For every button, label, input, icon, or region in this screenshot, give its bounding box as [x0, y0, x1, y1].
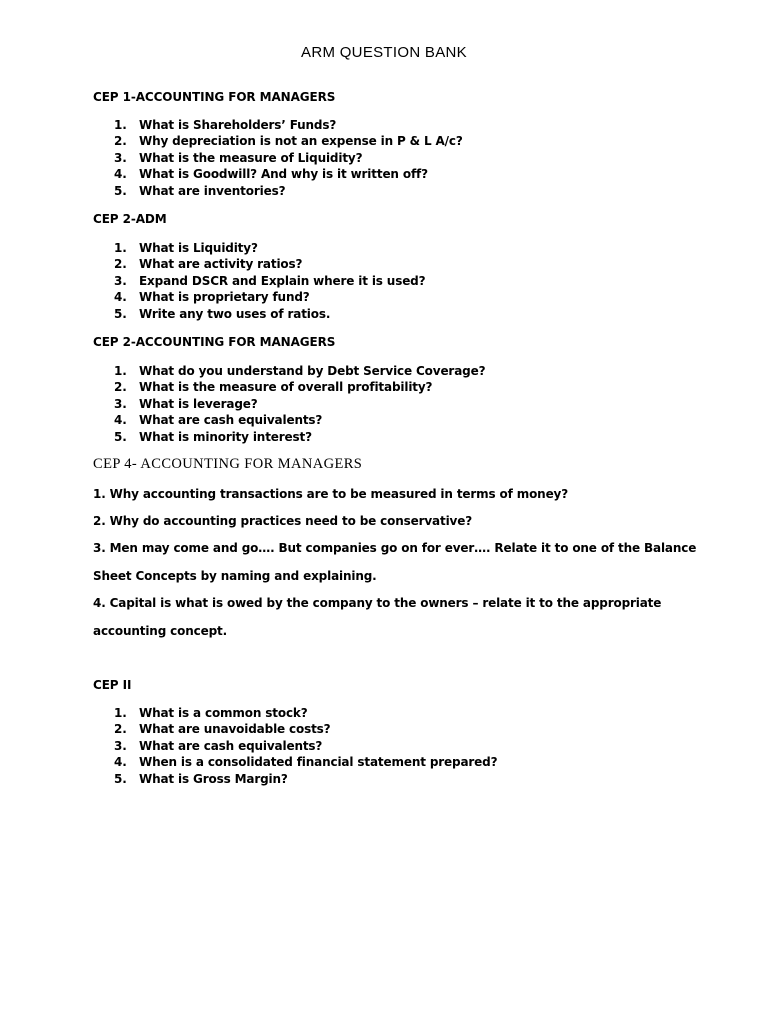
question-paragraph: Sheet Concepts by naming and explaining. — [93, 569, 377, 583]
question-text: What do you understand by Debt Service Coverage? — [139, 364, 486, 378]
question-number: 3. — [114, 738, 127, 753]
question-paragraph: accounting concept. — [93, 624, 228, 638]
question-number: 5. — [114, 771, 127, 786]
question-text: Write any two uses of ratios. — [139, 306, 331, 321]
question-text: Expand DSCR and Explain where it is used? — [139, 273, 426, 288]
section-heading-cep2-adm: CEP 2-ADM — [93, 212, 167, 226]
question-number: 3. — [114, 396, 127, 411]
question-number: 4. — [114, 755, 127, 770]
question-text: What is Goodwill? And why is it written off? — [139, 167, 428, 182]
question-text: What is a common stock? — [139, 706, 308, 720]
question-text: When is a consolidated financial statement prepared? — [139, 755, 498, 770]
question-text: What are cash equivalents? — [139, 738, 323, 753]
question-number: 4. — [114, 167, 127, 182]
question-text: What is proprietary fund? — [139, 290, 310, 305]
question-text: What is Gross Margin? — [139, 771, 288, 786]
question-text: What is Shareholders’ Funds? — [139, 118, 337, 132]
question-number: 1. — [114, 706, 127, 720]
question-number: 4. — [114, 290, 127, 305]
question-paragraph: 4. Capital is what is owed by the company to the owners – relate it to the appropriate — [93, 596, 662, 610]
section-heading-cep4: CEP 4- ACCOUNTING FOR MANAGERS — [93, 456, 363, 472]
question-number: 1. — [114, 118, 127, 132]
question-number: 1. — [114, 241, 127, 255]
section-heading-cep2-afm: CEP 2-ACCOUNTING FOR MANAGERS — [93, 335, 336, 349]
section-heading-cep1: CEP 1-ACCOUNTING FOR MANAGERS — [93, 90, 336, 104]
question-text: What are inventories? — [139, 183, 286, 198]
question-number: 5. — [114, 429, 127, 444]
question-paragraph: 1. Why accounting transactions are to be measured in terms of money? — [93, 487, 569, 501]
question-number: 5. — [114, 306, 127, 321]
question-paragraph: 2. Why do accounting practices need to be conservative? — [93, 514, 473, 528]
question-text: What are unavoidable costs? — [139, 722, 331, 737]
question-number: 2. — [114, 380, 127, 395]
question-number: 2. — [114, 257, 127, 272]
question-number: 1. — [114, 364, 127, 378]
question-text: What are activity ratios? — [139, 257, 303, 272]
question-text: What is minority interest? — [139, 429, 312, 444]
question-number: 3. — [114, 150, 127, 165]
question-text: What is leverage? — [139, 396, 258, 411]
question-number: 2. — [114, 134, 127, 149]
question-number: 2. — [114, 722, 127, 737]
question-text: What is the measure of Liquidity? — [139, 150, 363, 165]
question-paragraph: 3. Men may come and go…. But companies go on for ever…. Relate it to one of the Balance — [93, 541, 697, 555]
question-number: 5. — [114, 183, 127, 198]
question-text: What is Liquidity? — [139, 241, 258, 255]
question-text: Why depreciation is not an expense in P & L A/c? — [139, 134, 463, 149]
question-number: 4. — [114, 413, 127, 428]
section-heading-cep-ii: CEP II — [93, 678, 132, 692]
question-text: What is the measure of overall profitability? — [139, 380, 433, 395]
question-text: What are cash equivalents? — [139, 413, 323, 428]
page-title: ARM QUESTION BANK — [301, 44, 467, 61]
question-number: 3. — [114, 273, 127, 288]
